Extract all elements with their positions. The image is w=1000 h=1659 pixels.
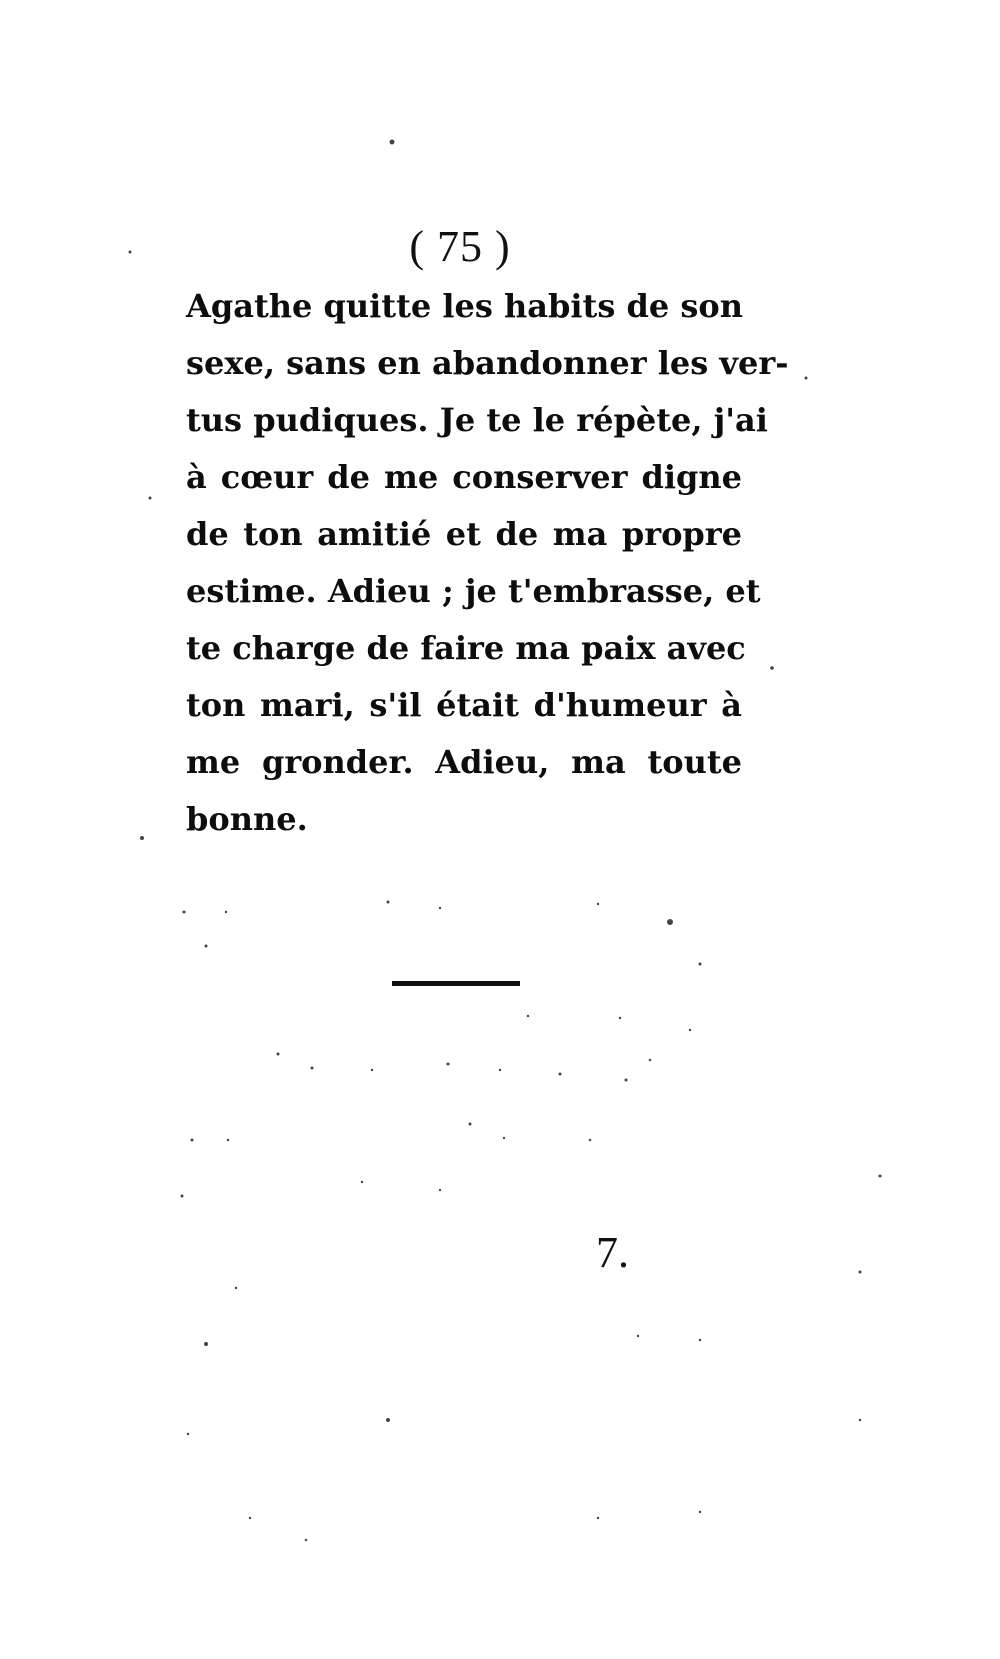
page-number: ( 75 ) <box>409 222 511 271</box>
text-line: te charge de faire ma paix avec <box>186 629 746 667</box>
text-line: ton mari, s'il était d'humeur à <box>186 686 742 724</box>
signature-mark: 7. <box>596 1228 629 1277</box>
text-line: à cœur de me conserver digne <box>186 458 742 496</box>
text-line: bonne. <box>186 800 308 838</box>
text-line: tus pudiques. Je te le répète, j'ai <box>186 401 768 439</box>
text-line: de ton amitié et de ma propre <box>186 515 742 553</box>
letter-text <box>186 278 789 848</box>
text-line: me gronder. Adieu, ma toute <box>186 743 742 781</box>
text-line: Agathe quitte les habits de son <box>186 287 743 325</box>
section-divider <box>392 981 520 986</box>
text-line: estime. Adieu ; je t'embrasse, et <box>186 572 761 610</box>
text-line: sexe, sans en abandonner les ver- <box>186 344 789 382</box>
